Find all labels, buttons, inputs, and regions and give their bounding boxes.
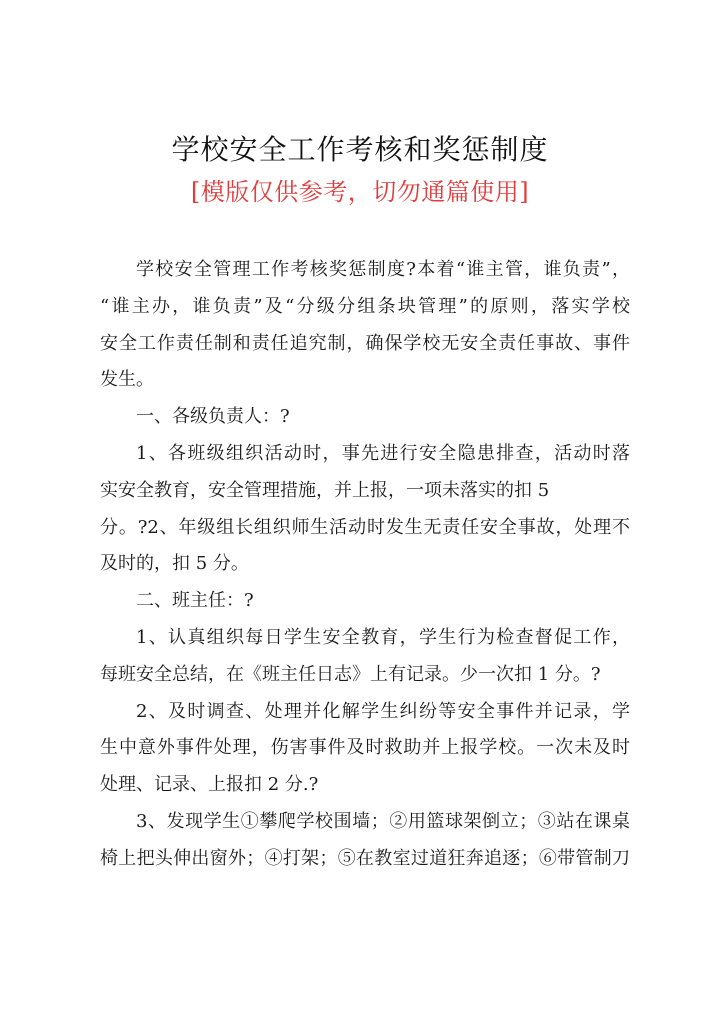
body-text-line: 一、各级负责人：? <box>136 406 290 428</box>
body-text-line: 2、及时调查、处理并化解学生纠纷等安全事件并记录，学 <box>136 700 630 722</box>
body-text-line: 每班安全总结，在《班主任日志》上有记录。少一次扣 1 分。? <box>100 663 601 685</box>
body-text-line: 生中意外事件处理，伤害事件及时救助并上报学校。一次未及时 <box>100 737 630 759</box>
body-text-line: 二、班主任：? <box>136 590 254 612</box>
body-text-line: 1、各班级组织活动时，事先进行安全隐患排查，活动时落 <box>136 442 630 464</box>
document-body <box>100 252 630 878</box>
body-text-line: 安全工作责任制和责任追究制，确保学校无安全责任事故、事件 <box>100 332 630 354</box>
body-text-line: 1、认真组织每日学生安全教育，学生行为检查督促工作， <box>136 626 630 648</box>
body-text-line: 实安全教育，安全管理措施，并上报，一项未落实的扣 5 <box>100 479 550 501</box>
body-text-line: 及时的，扣 5 分。 <box>100 553 249 575</box>
body-text-line: 处理、记录、上报扣 2 分.? <box>100 774 319 796</box>
body-text-line: 椅上把头伸出窗外；④打架；⑤在教室过道狂奔追逐；⑥带管制刀 <box>100 847 630 869</box>
body-text-line: 发生。 <box>100 369 154 391</box>
body-text-line: 学校安全管理工作考核奖惩制度?本着“谁主管，谁负责”， <box>136 259 630 280</box>
body-text-line: 3、发现学生①攀爬学校围墙；②用篮球架倒立；③站在课桌 <box>136 810 630 832</box>
body-text-line: “谁主办，谁负责”及“分级分组条块管理”的原则，落实学校 <box>100 295 630 317</box>
body-text-line: 分。?2、年级组长组织师生活动时发生无责任安全事故，处理不 <box>100 516 630 538</box>
document-title: 学校安全工作考核和奖惩制度 <box>171 133 549 166</box>
template-notice: [模版仅供参考，切勿通篇使用] <box>190 178 530 206</box>
